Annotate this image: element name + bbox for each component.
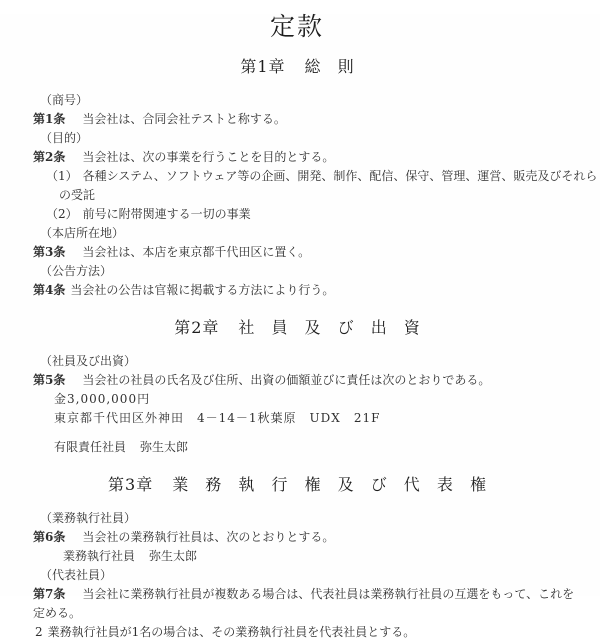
article-6-label: 第6条 [33, 530, 66, 544]
article-5-label: 第5条 [33, 373, 66, 387]
executive-member-name: 弥生太郎 [149, 549, 198, 563]
article-7-paragraph-2-number: 2 [35, 625, 43, 639]
chapter-heading-3 [0, 477, 600, 493]
article-4-text: 当会社の公告は官報に掲載する方法により行う。 [70, 283, 335, 297]
article-2-item-1 [46, 167, 600, 205]
article-2-item-1-number: （1） [46, 169, 78, 183]
article-1-label: 第1条 [33, 112, 66, 126]
chapter-3-number: 第3章 [108, 475, 154, 494]
article-2-item-1-text: 各種システム、ソフトウェア等の企画、開発、制作、配信、保守、管理、運営、販売及びそれらの受託 [59, 169, 598, 202]
chapter-2-number: 第2章 [174, 318, 220, 337]
section-heading-public-notice: （公告方法） [40, 264, 113, 278]
article-2 [33, 148, 600, 167]
article-2-label: 第2条 [33, 150, 66, 164]
article-3-label: 第3条 [33, 245, 66, 259]
member-liability-type: 有限責任社員 [54, 440, 127, 454]
article-1 [33, 110, 600, 129]
article-5-text: 当会社の社員の氏名及び住所、出資の価額並びに責任は次のとおりである。 [82, 373, 491, 387]
section-heading-executive-member: （業務執行社員） [40, 511, 137, 525]
article-4 [33, 281, 600, 300]
section-heading-representative-member: （代表社員） [40, 568, 113, 582]
member-address: 東京都千代田区外神田 4－14－1秋葉原 UDX 21F [54, 411, 381, 425]
article-2-item-2-text: 前号に附帯関連する一切の事業 [82, 207, 251, 221]
document-page [0, 12, 600, 639]
article-7-label: 第7条 [33, 587, 66, 601]
article-2-item-2-number: （2） [46, 207, 78, 221]
chapter-heading-1 [0, 59, 600, 75]
article-7-paragraph-2-text: 業務執行社員が1名の場合は、その業務執行社員を代表社員とする。 [47, 625, 416, 639]
article-7-paragraph-2 [35, 623, 600, 642]
chapter-1-name: 総 則 [304, 57, 360, 76]
chapter-2-body [0, 352, 600, 457]
article-1-text: 当会社は、合同会社テストと称する。 [82, 112, 286, 126]
article-7 [33, 585, 600, 623]
section-heading-trade-name: （商号） [40, 93, 89, 107]
article-6 [33, 528, 600, 547]
article-2-item-2 [46, 205, 600, 224]
member-name: 弥生太郎 [140, 440, 189, 454]
member-entry [54, 438, 600, 457]
article-3-text: 当会社は、本店を東京都千代田区に置く。 [82, 245, 311, 259]
chapter-heading-2 [0, 320, 600, 336]
chapter-3-body [0, 509, 600, 642]
executive-member-title: 業務執行社員 [63, 549, 136, 563]
chapter-3-name: 業 務 執 行 権 及 び 代 表 権 [172, 475, 492, 494]
section-heading-head-office: （本店所在地） [40, 226, 125, 240]
chapter-1-body [0, 91, 600, 300]
section-heading-purpose: （目的） [40, 131, 89, 145]
article-2-text: 当会社は、次の事業を行うことを目的とする。 [82, 150, 335, 164]
section-heading-members-contribution: （社員及び出資） [40, 354, 137, 368]
capital-amount: 金3,000,000円 [54, 392, 151, 406]
article-6-text: 当会社の業務執行社員は、次のとおりとする。 [82, 530, 335, 544]
article-4-label: 第4条 [33, 283, 66, 297]
article-3 [33, 243, 600, 262]
chapter-2-name: 社 員 及 び 出 資 [238, 318, 426, 337]
executive-member-entry [63, 547, 600, 566]
article-7-text: 当会社に業務執行社員が複数ある場合は、代表社員は業務執行社員の互選をもって、これを定める。 [33, 587, 575, 620]
document-title: 定款 [269, 12, 324, 41]
chapter-1-number: 第1章 [240, 57, 286, 76]
article-5 [33, 371, 600, 390]
